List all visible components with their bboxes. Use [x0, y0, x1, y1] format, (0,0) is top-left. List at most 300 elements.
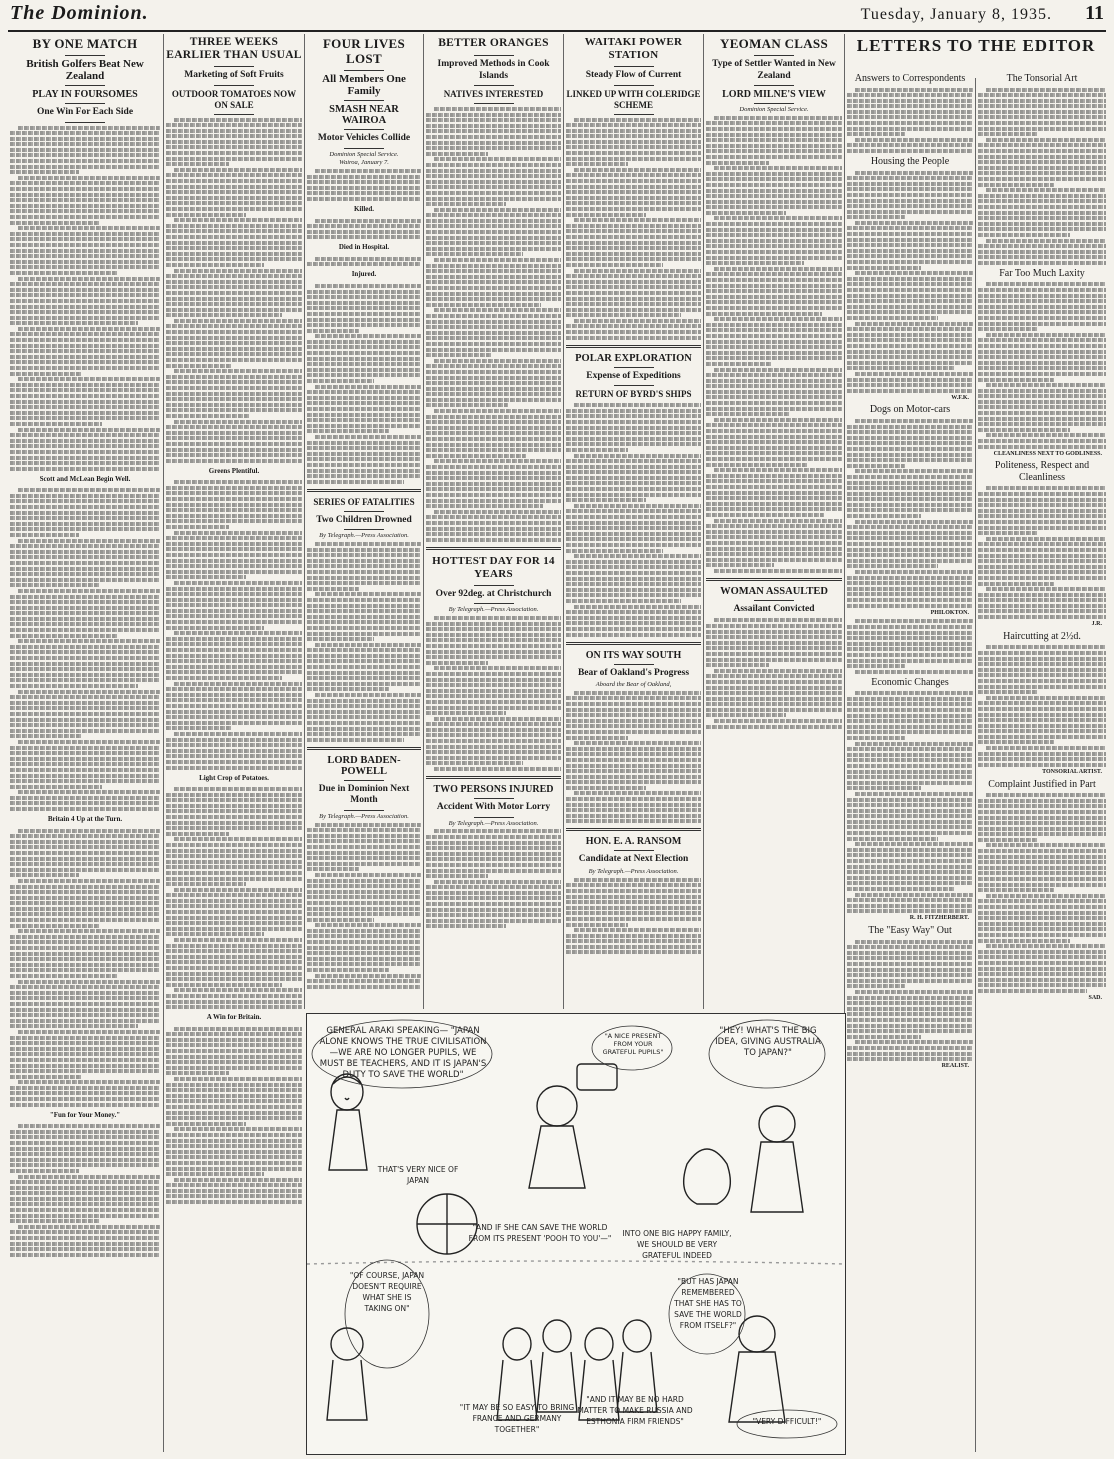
- text-line: [10, 1069, 160, 1073]
- text-line: [426, 532, 561, 536]
- text-line: [978, 127, 1106, 131]
- newspaper-title: The Dominion.: [10, 2, 149, 24]
- text-line: [978, 400, 1106, 404]
- text-line: [847, 458, 973, 462]
- text-line: [566, 537, 701, 541]
- body-text: [426, 107, 561, 542]
- text-line: [566, 769, 701, 773]
- text-line: [166, 1066, 302, 1070]
- text-line: [706, 222, 842, 226]
- text-line: [166, 1172, 264, 1176]
- text-line: [166, 1189, 302, 1193]
- text-line: [978, 821, 1106, 825]
- text-line: [166, 235, 302, 239]
- text-line: [706, 474, 842, 478]
- deck: RETURN OF BYRD'S SHIPS: [575, 389, 692, 400]
- text-line: [10, 746, 160, 750]
- text-line: [426, 896, 561, 900]
- text-line: [847, 514, 921, 518]
- text-line: [978, 888, 1054, 892]
- text-line: [847, 962, 973, 966]
- text-line: [706, 530, 842, 534]
- text-line: [166, 1183, 302, 1187]
- text-line: [18, 879, 160, 883]
- text-line: [10, 467, 160, 471]
- text-line: [855, 419, 973, 423]
- text-line: [566, 201, 701, 205]
- text-line: [434, 880, 561, 884]
- text-line: [426, 348, 561, 352]
- text-line: [706, 183, 842, 187]
- subheadline: All Members One Family: [322, 73, 406, 97]
- text-line: [706, 641, 842, 645]
- text-line: [978, 205, 1106, 209]
- text-line: [706, 697, 842, 701]
- text-line: [166, 1038, 302, 1042]
- text-line: [166, 157, 302, 161]
- text-line: [426, 448, 561, 452]
- text-line: [978, 570, 1106, 574]
- text-line: [847, 973, 973, 977]
- text-line: [847, 598, 973, 602]
- text-line: [855, 940, 973, 944]
- letter-signature: W.F.K.: [951, 394, 969, 401]
- text-line: [426, 331, 561, 335]
- text-line: [166, 386, 302, 390]
- text-line: [307, 452, 421, 456]
- text-line: [166, 246, 302, 250]
- text-line: [166, 397, 302, 401]
- text-line: [10, 901, 160, 905]
- text-line: [10, 321, 138, 325]
- text-line: [978, 316, 1106, 320]
- text-line: [847, 798, 973, 802]
- text-line: [706, 507, 842, 511]
- text-line: [166, 826, 302, 830]
- text-line: [10, 411, 160, 415]
- text-line: [166, 436, 302, 440]
- body-text: [978, 88, 1106, 265]
- text-line: [847, 277, 973, 281]
- text-line: [566, 229, 701, 233]
- text-line: [566, 145, 701, 149]
- text-line: [847, 659, 973, 663]
- text-line: [307, 329, 359, 333]
- text-line: [307, 379, 374, 383]
- text-line: [10, 366, 160, 370]
- text-line: [978, 216, 1106, 220]
- text-line: [10, 405, 160, 409]
- text-line: [166, 442, 302, 446]
- text-line: [847, 447, 973, 451]
- text-line: [10, 282, 160, 286]
- body-text: [847, 88, 973, 154]
- text-line: [166, 609, 302, 613]
- text-line: [166, 392, 302, 396]
- text-line: [174, 1178, 302, 1182]
- text-line: [847, 725, 973, 729]
- text-line: [166, 821, 302, 825]
- text-line: [706, 524, 842, 528]
- text-line: [10, 757, 160, 761]
- text-line: [847, 481, 973, 485]
- text-line: [426, 919, 561, 923]
- text-line: [166, 352, 302, 356]
- text-line: [426, 869, 561, 873]
- text-line: [10, 885, 160, 889]
- text-line: [307, 934, 421, 938]
- text-line: [706, 295, 842, 299]
- text-line: [847, 809, 973, 813]
- text-line: [166, 185, 302, 189]
- text-line: [566, 577, 701, 581]
- text-line: [10, 611, 160, 615]
- text-line: [10, 142, 160, 146]
- text-line: [978, 565, 1106, 569]
- subheadline: Marketing of Soft Fruits: [184, 70, 284, 80]
- deck: LINKED UP WITH COLERIDGE SCHEME: [566, 88, 701, 110]
- letter-heading: Dogs on Motor-cars: [869, 404, 951, 416]
- text-line: [566, 498, 646, 502]
- text-line: [10, 137, 160, 141]
- text-line: [714, 719, 842, 723]
- text-line: [847, 226, 973, 230]
- text-line: [10, 1180, 160, 1184]
- text-line: [307, 581, 421, 585]
- text-line: [307, 401, 421, 405]
- text-line: [10, 187, 160, 191]
- section-heading: Killed.: [353, 205, 375, 214]
- text-line: [855, 619, 973, 623]
- text-line: [307, 576, 421, 580]
- text-line: [706, 356, 842, 360]
- text-line: [978, 978, 1106, 982]
- text-line: [10, 131, 160, 135]
- text-line: [10, 924, 99, 928]
- text-line: [978, 810, 1106, 814]
- text-line: [706, 702, 842, 706]
- text-line: [706, 624, 842, 628]
- text-line: [706, 345, 842, 349]
- text-line: [166, 285, 302, 289]
- text-line: [847, 781, 973, 785]
- headline: YEOMAN CLASS: [720, 36, 828, 51]
- text-line: [434, 829, 561, 833]
- text-line: [847, 951, 973, 955]
- text-line: [426, 633, 561, 637]
- letter-signature: REALIST.: [941, 1063, 969, 1070]
- text-line: [978, 160, 1106, 164]
- text-line: [847, 344, 973, 348]
- text-line: [566, 747, 701, 751]
- text-line: [434, 767, 561, 771]
- text-line: [706, 300, 842, 304]
- text-line: [315, 923, 421, 927]
- text-line: [706, 725, 842, 729]
- text-line: [166, 519, 302, 523]
- text-line: [307, 480, 404, 484]
- text-line: [978, 255, 1106, 259]
- headline: LORD BADEN-POWELL: [327, 754, 401, 777]
- text-line: [978, 250, 1106, 254]
- text-line: [166, 983, 282, 987]
- text-line: [166, 665, 302, 669]
- text-line: [174, 480, 302, 484]
- text-line: [426, 538, 561, 542]
- text-line: [307, 665, 421, 669]
- text-line: [166, 559, 302, 563]
- text-line: [566, 257, 701, 261]
- text-line: [307, 413, 421, 417]
- text-line: [714, 519, 842, 523]
- text-line: [978, 350, 1106, 354]
- text-line: [166, 403, 302, 407]
- text-line: [566, 308, 701, 312]
- text-line: [847, 497, 973, 501]
- text-line: [426, 185, 561, 189]
- text-line: [566, 179, 701, 183]
- text-line: [706, 284, 842, 288]
- text-line: [566, 291, 701, 295]
- text-line: [307, 323, 421, 327]
- text-line: [566, 285, 701, 289]
- text-line: [566, 780, 701, 784]
- column-letters-right: [978, 70, 1106, 1452]
- text-line: [706, 646, 842, 650]
- text-line: [847, 1035, 921, 1039]
- text-line: [986, 486, 1106, 490]
- section-heading: A Win for Britain.: [206, 1013, 262, 1022]
- text-line: [10, 1075, 82, 1079]
- text-line: [434, 717, 561, 721]
- text-line: [315, 334, 421, 338]
- text-line: [847, 238, 973, 242]
- body-text: [847, 419, 973, 608]
- body-text: [10, 126, 160, 471]
- text-line: [166, 921, 302, 925]
- text-line: [10, 946, 160, 950]
- text-line: [566, 565, 701, 569]
- text-line: [426, 314, 561, 318]
- text-line: [706, 351, 842, 355]
- text-line: [426, 370, 561, 374]
- text-line: [855, 1040, 973, 1044]
- text-line: [426, 527, 561, 531]
- text-line: [706, 272, 842, 276]
- body-text: [978, 486, 1106, 619]
- text-line: [986, 433, 1106, 437]
- text-line: [706, 127, 842, 131]
- text-line: [847, 770, 973, 774]
- text-line: [434, 459, 561, 463]
- text-line: [847, 110, 973, 114]
- text-line: [166, 893, 302, 897]
- text-line: [10, 695, 160, 699]
- text-line: [847, 979, 973, 983]
- text-line: [847, 115, 973, 119]
- text-line: [166, 977, 302, 981]
- text-line: [426, 863, 561, 867]
- text-line: [426, 471, 561, 475]
- text-line: [426, 650, 561, 654]
- text-line: [706, 479, 842, 483]
- text-line: [847, 814, 973, 818]
- text-line: [978, 967, 1106, 971]
- text-line: [174, 420, 302, 424]
- text-line: [978, 288, 1106, 292]
- text-line: [986, 894, 1106, 898]
- text-line: [18, 639, 160, 643]
- text-line: [714, 368, 842, 372]
- text-line: [174, 837, 302, 841]
- text-line: [847, 848, 973, 852]
- text-line: [426, 913, 561, 917]
- text-line: [566, 775, 701, 779]
- text-line: [978, 372, 1106, 376]
- text-line: [10, 1152, 160, 1156]
- text-line: [986, 88, 1106, 92]
- text-line: [307, 632, 421, 636]
- text-line: [847, 996, 973, 1000]
- letter-heading: Politeness, Respect and Cleanliness: [994, 460, 1090, 483]
- text-line: [166, 274, 302, 278]
- text-line: [166, 324, 302, 328]
- text-line: [10, 985, 160, 989]
- text-line: [426, 213, 561, 217]
- text-line: [706, 384, 842, 388]
- text-line: [847, 564, 938, 568]
- text-line: [166, 760, 302, 764]
- text-line: [847, 1052, 973, 1056]
- text-line: [307, 429, 389, 433]
- column-letters-left: [847, 70, 973, 1452]
- text-line: [307, 396, 421, 400]
- text-line: [978, 143, 1106, 147]
- letter-signature: TONSORIAL ARTIST.: [1042, 768, 1102, 775]
- text-line: [978, 905, 1106, 909]
- text-line: [847, 553, 973, 557]
- column-rule: [163, 34, 164, 1452]
- text-line: [166, 749, 302, 753]
- text-line: [166, 715, 302, 719]
- text-line: [18, 488, 160, 492]
- text-line: [426, 835, 561, 839]
- text-line: [166, 1105, 302, 1109]
- deck: One Win For Each Side: [36, 107, 134, 117]
- text-line: [166, 849, 302, 853]
- text-line: [434, 409, 561, 413]
- text-line: [978, 939, 1070, 943]
- text-line: [566, 571, 701, 575]
- text-line: [166, 793, 302, 797]
- text-line: [434, 107, 561, 111]
- text-line: [574, 403, 701, 407]
- text-line: [426, 398, 561, 402]
- text-line: [166, 425, 302, 429]
- subheadline: Improved Methods in Cook Islands: [437, 59, 550, 81]
- body-text: [847, 171, 973, 393]
- text-line: [847, 642, 973, 646]
- text-line: [566, 560, 701, 564]
- text-line: [174, 1127, 302, 1131]
- text-line: [706, 278, 842, 282]
- text-line: [706, 306, 842, 310]
- text-line: [978, 668, 1106, 672]
- text-line: [566, 302, 701, 306]
- text-line: [10, 215, 160, 219]
- text-line: [174, 938, 302, 942]
- text-line: [855, 842, 973, 846]
- body-text: [166, 787, 302, 1009]
- cartoon-caption: GENERAL ARAKI SPEAKING— "JAPAN ALONE KNOWS THE TRUE CIVILISATION—WE ARE NO LONGER PUPILS, WE MUST BE TEACHERS, AND IT IS JAPAN'S DUTY TO SAVE THE WORLD": [319, 1026, 487, 1080]
- text-line: [847, 764, 973, 768]
- text-line: [847, 631, 973, 635]
- text-line: [10, 667, 160, 671]
- text-line: [847, 1029, 973, 1033]
- deck: NATIVES INTERESTED: [443, 89, 544, 99]
- text-line: [166, 1060, 302, 1064]
- text-line: [307, 895, 421, 899]
- text-line: [166, 642, 302, 646]
- text-line: [986, 282, 1106, 286]
- headline: THREE WEEKS EARLIER THAN USUAL: [166, 36, 302, 61]
- text-line: [10, 718, 160, 722]
- text-line: [166, 313, 282, 317]
- text-line: [855, 469, 973, 473]
- text-line: [307, 362, 421, 366]
- text-line: [18, 690, 160, 694]
- headline: SERIES OF FATALITIES: [313, 496, 415, 507]
- body-text: [566, 878, 701, 955]
- text-line: [566, 459, 701, 463]
- text-line: [978, 294, 1106, 298]
- text-line: [566, 185, 701, 189]
- text-line: [10, 544, 160, 548]
- deck: OUTDOOR TOMATOES NOW ON SALE: [171, 88, 297, 110]
- text-line: [855, 271, 973, 275]
- text-line: [847, 132, 905, 136]
- text-line: [10, 851, 160, 855]
- issue-date: Tuesday, January 8, 1935.: [860, 6, 1052, 23]
- text-line: [706, 256, 842, 260]
- text-line: [166, 626, 264, 630]
- text-line: [978, 724, 1106, 728]
- text-line: [426, 515, 561, 519]
- letter-signature: J.R.: [1091, 621, 1102, 628]
- text-line: [847, 708, 973, 712]
- text-line: [166, 1071, 229, 1075]
- text-line: [566, 448, 628, 452]
- text-line: [10, 1019, 160, 1023]
- text-line: [847, 820, 973, 824]
- text-line: [986, 138, 1106, 142]
- text-line: [10, 198, 160, 202]
- text-line: [307, 559, 421, 563]
- text-line: [847, 193, 973, 197]
- text-line: [166, 704, 302, 708]
- text-line: [426, 124, 561, 128]
- text-line: [566, 588, 701, 592]
- text-line: [166, 899, 302, 903]
- text-line: [166, 592, 302, 596]
- text-line: [978, 227, 1106, 231]
- text-line: [315, 643, 421, 647]
- text-line: [566, 764, 701, 768]
- text-line: [10, 260, 160, 264]
- text-line: [18, 176, 160, 180]
- text-line: [566, 151, 701, 155]
- text-line: [978, 657, 1106, 661]
